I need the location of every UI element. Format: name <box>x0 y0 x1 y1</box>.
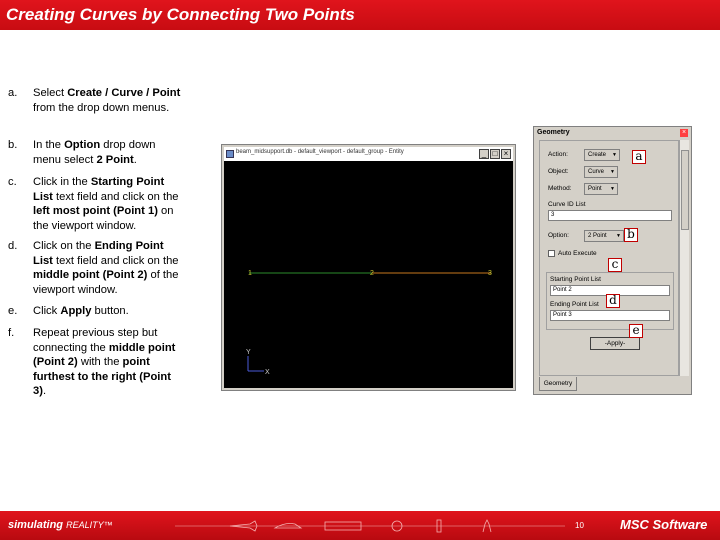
curve-id-label: Curve ID List <box>548 201 586 208</box>
chevron-down-icon: ▼ <box>616 233 621 239</box>
page-number: 10 <box>575 521 584 530</box>
action-label: Action: <box>548 151 568 158</box>
axis-x-label: X <box>265 369 270 376</box>
action-value: Create <box>588 152 607 158</box>
step-fragment: . <box>133 153 137 166</box>
slide-title: Creating Curves by Connecting Two Points <box>6 5 355 24</box>
step-letter: b. <box>8 139 18 151</box>
step-letter: a. <box>8 87 18 99</box>
close-icon[interactable]: × <box>681 129 687 136</box>
starting-point-input[interactable]: Point 2 <box>550 285 670 296</box>
step-fragment: Select <box>33 87 68 99</box>
point-2-label[interactable]: 2 <box>370 270 374 277</box>
msc-logo: MSC Software <box>620 517 708 532</box>
action-dropdown[interactable] <box>584 149 620 161</box>
step-text <box>33 326 185 399</box>
axis-y-label: Y <box>246 349 251 356</box>
method-label: Method: <box>548 185 572 192</box>
object-value: Curve <box>588 169 605 175</box>
step-text <box>33 175 185 233</box>
curve-id-input[interactable]: 3 <box>548 210 672 221</box>
footer-brand <box>8 519 113 531</box>
step-fragment: button. <box>91 305 129 317</box>
callout-c: c <box>608 258 622 272</box>
step-fragment: text field and click on the <box>52 254 179 267</box>
step-fragment: Repeat previous step but connecting the <box>33 327 158 354</box>
option-label: Option: <box>548 232 569 239</box>
step-fragment: Click <box>33 305 61 317</box>
step-fragment: Click in the <box>33 176 91 188</box>
step-fragment: of the viewport window. <box>33 269 179 296</box>
step-emphasis: Create / Curve / Point <box>67 87 181 99</box>
brand-reality: REALITY™ <box>66 520 113 530</box>
step-fragment: from the drop down menus. <box>33 101 170 114</box>
viewport-canvas[interactable] <box>224 161 513 388</box>
object-label: Object: <box>548 168 569 175</box>
callout-d: d <box>606 294 620 308</box>
viewport-window <box>221 144 516 391</box>
auto-execute-label: Auto Execute <box>558 250 597 257</box>
method-dropdown[interactable] <box>584 183 618 195</box>
footer-icons <box>175 519 565 533</box>
step-letter: f. <box>8 327 15 339</box>
title-bar <box>0 0 720 30</box>
step-fragment: . <box>42 385 47 398</box>
viewport-title: beam_midsupport.db - default_viewport - default_group - Entity <box>236 149 404 155</box>
brand-text: simulating <box>8 519 64 531</box>
chevron-down-icon: ▼ <box>610 186 615 192</box>
window-icon <box>226 150 234 158</box>
step-emphasis: point furthest to the right (Point 3) <box>33 356 171 398</box>
step-fragment: Click on the <box>33 240 95 252</box>
viewport-drawing <box>224 161 513 388</box>
step-emphasis: left most point (Point 1) <box>33 205 158 218</box>
auto-execute-checkbox[interactable] <box>548 250 555 257</box>
callout-a: a <box>632 150 646 164</box>
step-text <box>33 304 185 319</box>
step-emphasis: Option <box>64 139 101 151</box>
step-emphasis: middle point (Point 2) <box>33 341 176 369</box>
geometry-scrollbar[interactable] <box>679 140 689 376</box>
step-emphasis: middle point (Point 2) <box>33 269 148 282</box>
point-3-label[interactable]: 3 <box>488 270 492 277</box>
step-text <box>33 138 185 167</box>
close-icon[interactable]: × <box>501 149 511 159</box>
tab-geometry[interactable]: Geometry <box>539 377 577 391</box>
callout-b: b <box>624 228 638 242</box>
footer-bar <box>0 511 720 540</box>
apply-button[interactable]: -Apply- <box>590 337 640 350</box>
step-letter: e. <box>8 305 18 317</box>
step-letter: d. <box>8 240 18 252</box>
step-fragment: with the <box>77 356 123 369</box>
option-dropdown[interactable] <box>584 230 624 242</box>
scrollbar-thumb[interactable] <box>681 150 689 230</box>
chevron-down-icon: ▼ <box>610 169 615 175</box>
footer-pictograms <box>175 519 565 533</box>
starting-point-label: Starting Point List <box>550 276 601 283</box>
object-dropdown[interactable] <box>584 166 618 178</box>
step-letter: c. <box>8 176 17 188</box>
ending-point-label: Ending Point List <box>550 301 599 308</box>
step-fragment: on the viewport window. <box>33 205 174 232</box>
chevron-down-icon: ▼ <box>612 152 617 158</box>
viewport-titlebar <box>224 147 513 161</box>
step-fragment: In the <box>33 139 65 151</box>
maximize-icon[interactable]: □ <box>490 149 500 159</box>
step-text <box>33 239 185 297</box>
minimize-icon[interactable]: _ <box>479 149 489 159</box>
option-value: 2 Point <box>588 233 607 239</box>
step-emphasis: 2 Point <box>96 153 134 166</box>
geometry-panel-title: Geometry <box>537 129 570 136</box>
step-text <box>33 86 185 115</box>
step-fragment: drop down menu select <box>33 139 156 166</box>
step-emphasis: Apply <box>60 305 92 317</box>
point-1-label[interactable]: 1 <box>248 270 252 277</box>
step-emphasis: Starting Point List <box>33 176 165 203</box>
method-value: Point <box>588 186 602 192</box>
callout-e: e <box>629 324 643 338</box>
step-fragment: text field and click on the <box>52 190 179 203</box>
step-emphasis: Ending Point List <box>33 240 164 267</box>
ending-point-input[interactable]: Point 3 <box>550 310 670 321</box>
